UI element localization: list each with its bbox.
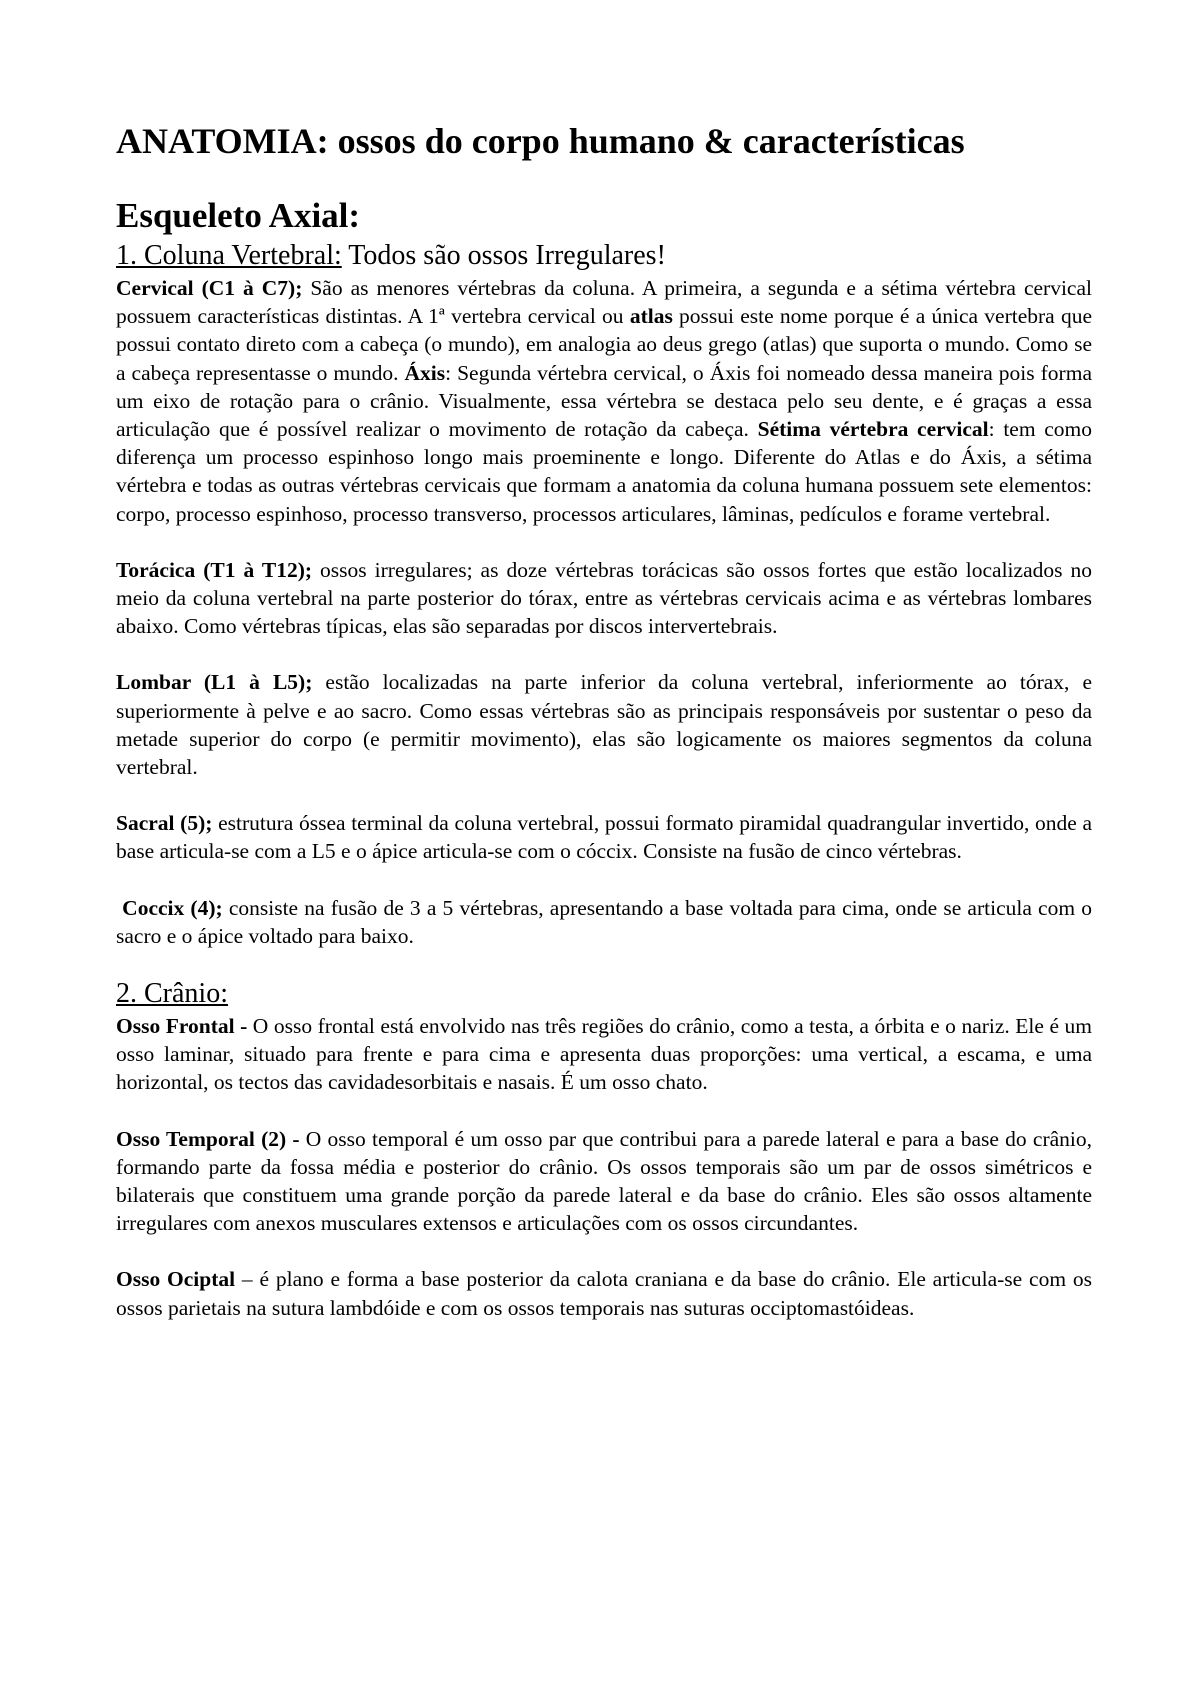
frontal-heading: Osso Frontal - — [116, 1014, 248, 1039]
lombar-heading: Lombar (L1 à L5); — [116, 670, 313, 695]
lombar-text: estão localizadas na parte inferior da coluna vertebral, inferiormente ao tórax, e superiormente à pelve e ao sacro. Como essas vértebras são as principais responsáveis por sustentar o peso da metade superior do corpo (e permitir movimento), elas são logicamente os maiores segmentos da coluna vertebral. — [116, 670, 1092, 780]
atlas-term: atlas — [629, 304, 673, 329]
cervical-text-4: : tem como diferença um processo espinhoso longo mais proeminente e longo. Diferente do Atlas e do Áxis, a sétima vértebra e todas as outras vértebras cervicais que formam a anatomia da coluna humana possuem sete elementos: corpo, processo espinhoso, processo transverso, processos articulares, lâminas, pedículos e forame vertebral. — [116, 417, 1093, 526]
subsection-cranio-label: 2. Crânio: — [116, 978, 228, 1010]
paragraph-cervical — [116, 274, 1092, 528]
document-title: ANATOMIA: ossos do corpo humano & características — [116, 121, 965, 161]
ociptal-text: – é plano e forma a base posterior da calota craniana e da base do crânio. Ele articula-se com os ossos parietais na sutura lambdóide e com os ossos temporais nas suturas occiptomastóideas. — [116, 1267, 1092, 1320]
subsection-coluna-vertebral-note: Todos são ossos Irregulares! — [341, 240, 666, 271]
sacral-heading: Sacral (5); — [116, 811, 213, 836]
toracica-heading: Torácica (T1 à T12); — [116, 557, 313, 582]
paragraph-sacral — [116, 809, 1092, 865]
cervical-text-3: : Segunda vértebra cervical, o Áxis foi nomeado dessa maneira pois forma um eixo de rotação para o crânio. Visualmente, essa vértebra se destaca pelo seu dente, e é graças a essa articulação que é possível realizar o movimento de rotação da cabeça. — [116, 360, 1092, 442]
paragraph-coccix — [116, 894, 1092, 950]
sacral-text: estrutura óssea terminal da coluna vertebral, possui formato piramidal quadrangular invertido, onde a base articula-se com a L5 e o ápice articula-se com o cóccix. Consiste na fusão de cinco vértebras. — [116, 811, 1092, 864]
subsection-coluna-vertebral — [116, 238, 1092, 274]
paragraph-osso-frontal — [116, 1012, 1092, 1097]
temporal-heading: Osso Temporal (2) - — [116, 1126, 300, 1151]
section-title-esqueleto-axial: Esqueleto Axial: — [116, 196, 361, 235]
axis-term: Áxis — [404, 360, 446, 385]
coccix-text: consiste na fusão de 3 a 5 vértebras, apresentando a base voltada para cima, onde se articula com o sacro e o ápice voltado para baixo. — [116, 895, 1092, 948]
subsection-cranio — [116, 976, 1092, 1012]
cervical-heading: Cervical (C1 à C7); — [116, 276, 303, 300]
paragraph-osso-temporal — [116, 1125, 1092, 1238]
temporal-text: O osso temporal é um osso par que contribui para a parede lateral e para a base do crânio, formando parte da fossa média e posterior do crânio. Os ossos temporais são um par de ossos simétricos e bilaterais que constituem uma grande porção da parede lateral e da base do crânio. Eles são ossos altamente irregulares com anexos musculares extensos e articulações com os ossos circundantes. — [116, 1126, 1092, 1236]
setima-term: Sétima vértebra cervical — [757, 417, 989, 442]
paragraph-lombar — [116, 668, 1092, 781]
coccix-heading: Coccix (4); — [122, 895, 223, 920]
toracica-text: ossos irregulares; as doze vértebras torácicas são ossos fortes que estão localizados no meio da coluna vertebral na parte posterior do tórax, entre as vértebras cervicais acima e as vértebras lombares abaixo. Como vértebras típicas, elas são separadas por discos intervertebrais. — [116, 557, 1092, 639]
document-body — [116, 118, 1092, 1322]
cervical-text-2: possui este nome porque é a única vertebra que possui contato direto com a cabeça (o mundo), em analogia ao deus grego (atlas) que suporta o mundo. Como se a cabeça representasse o mundo. — [116, 304, 1092, 385]
frontal-text: O osso frontal está envolvido nas três regiões do crânio, como a testa, a órbita e o nariz. Ele é um osso laminar, situado para frente e para cima e apresenta duas proporções: uma vertical, a escama, e uma horizontal, os tectos das cavidadesorbitais e nasais. É um osso chato. — [116, 1014, 1092, 1095]
ociptal-heading: Osso Ociptal — [116, 1267, 236, 1292]
cervical-text-1: São as menores vértebras da coluna. A primeira, a segunda e a sétima vértebra cervical possuem características distintas. A 1ª vertebra cervical ou — [116, 276, 1092, 329]
subsection-coluna-vertebral-label: 1. Coluna Vertebral: — [116, 240, 342, 271]
paragraph-osso-ociptal — [116, 1265, 1092, 1321]
paragraph-toracica — [116, 556, 1092, 641]
